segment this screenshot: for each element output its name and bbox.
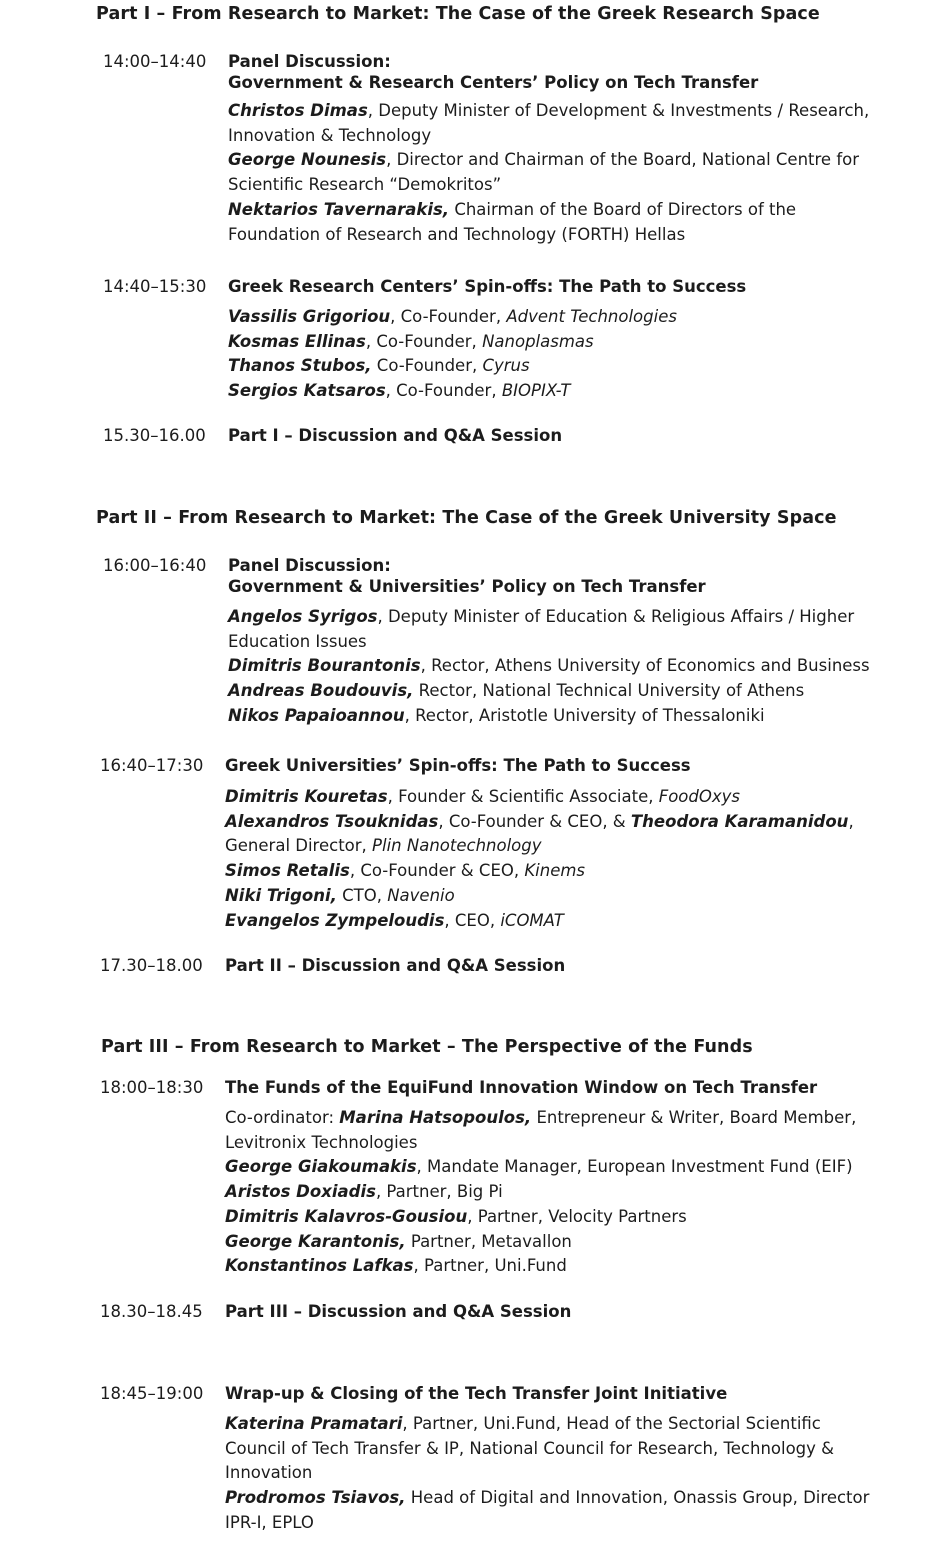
speaker-entry <box>225 1180 875 1205</box>
session-title-line: Part I – Discussion and Q&A Session <box>228 426 563 445</box>
speaker-name: Evangelos Zympeloudis <box>225 910 445 930</box>
session-title-line: Panel Discussion: <box>228 52 391 71</box>
speaker-entry <box>228 330 878 355</box>
speaker-entry <box>228 99 878 148</box>
session-title <box>225 1383 727 1404</box>
session-title-line: Part II – Discussion and Q&A Session <box>225 956 566 975</box>
speaker-name: Sergios Katsaros <box>228 381 386 401</box>
speaker-list <box>225 1412 875 1536</box>
speaker-role: , Director and Chairman of the Board, National Centre for Scientific Research “Demokritos” <box>228 150 860 195</box>
speaker-entry <box>228 605 878 654</box>
speaker-entry <box>228 198 878 247</box>
speaker-entry <box>228 679 878 704</box>
speaker-entry <box>228 379 878 404</box>
session-title-line: Government & Universities’ Policy on Tech Transfer <box>228 577 706 596</box>
speaker-role: , Co-Founder & CEO, & <box>438 811 631 831</box>
speaker-role: , Deputy Minister of Development & Investments / Research, Innovation & Technology <box>228 101 870 145</box>
speaker-company: Advent Technologies <box>506 307 677 326</box>
speaker-entry <box>225 1205 875 1230</box>
session-time: 16:40–17:30 <box>100 756 204 775</box>
speaker-role: , Partner, Big Pi <box>375 1182 503 1202</box>
speaker-name: Katerina Pramatari <box>225 1414 403 1433</box>
speaker-company: BIOPIX-T <box>501 381 571 401</box>
speaker-name: Dimitris Kouretas <box>225 787 388 806</box>
session-title <box>225 1077 817 1098</box>
speaker-company: FoodOxys <box>658 787 740 806</box>
speaker-role: CTO, <box>336 885 388 905</box>
speaker-name: Alexandros Tsouknidas <box>225 811 439 831</box>
speaker-entry <box>225 1412 875 1486</box>
speaker-name: Aristos Doxiadis <box>225 1182 376 1202</box>
speaker-role: Rector, National Technical University of Athens <box>413 681 805 701</box>
session-title-line: Greek Universities’ Spin-offs: The Path to Success <box>225 756 691 775</box>
speaker-name: Nektarios Tavernarakis, <box>228 199 450 219</box>
speaker-entry <box>225 884 875 909</box>
speaker-entry <box>225 785 875 810</box>
speaker-role: , Deputy Minister of Education & Religious Affairs / Higher Education Issues <box>228 607 855 651</box>
speaker-name: Theodora Karamanidou <box>630 811 849 831</box>
session-title-line: Greek Research Centers’ Spin-offs: The Path to Success <box>228 277 747 296</box>
speaker-entry <box>225 859 875 884</box>
speaker-name: Niki Trigoni, <box>225 885 337 905</box>
session-time: 16:00–16:40 <box>103 556 207 575</box>
speaker-role: Co-Founder, <box>371 356 483 376</box>
session-time: 14:00–14:40 <box>103 52 207 71</box>
speaker-role: , Rector, Aristotle University of Thessaloniki <box>404 705 765 725</box>
speaker-entry <box>225 1155 875 1180</box>
session-title <box>225 955 565 976</box>
speaker-name: George Karantonis, <box>225 1231 406 1251</box>
session-title <box>228 276 746 297</box>
speaker-entry <box>228 354 878 379</box>
speaker-entry <box>228 704 878 729</box>
speaker-role: , Co-Founder, <box>390 307 507 326</box>
speaker-name: Marina Hatsopoulos, <box>339 1108 532 1127</box>
speaker-entry <box>225 1106 875 1155</box>
speaker-company: iCOMAT <box>500 910 564 930</box>
session-time: 18.30–18.45 <box>100 1302 203 1321</box>
speaker-name: Prodromos Tsiavos, <box>225 1488 406 1508</box>
session-title <box>225 1301 571 1322</box>
speaker-name: Nikos Papaioannou <box>228 705 405 725</box>
speaker-entry <box>225 1486 875 1535</box>
speaker-name: Christos Dimas <box>228 101 368 120</box>
speaker-name: Angelos Syrigos <box>228 607 378 626</box>
speaker-list <box>225 785 875 933</box>
speaker-company: Nanoplasmas <box>482 331 594 351</box>
session-title-line: Government & Research Centers’ Policy on Tech Transfer <box>228 73 759 92</box>
speaker-name: Konstantinos Lafkas <box>225 1256 414 1276</box>
speaker-name: Thanos Stubos, <box>228 356 372 376</box>
speaker-company: Cyrus <box>482 356 530 376</box>
part-heading: Part II – From Research to Market: The Case of the Greek University Space <box>96 508 837 528</box>
speaker-role: Head of Digital and Innovation, Onassis Group, Director IPR-I, EPLO <box>225 1488 870 1532</box>
speaker-prefix: Co-ordinator: <box>225 1108 340 1127</box>
speaker-name: Simos Retalis <box>225 861 350 881</box>
speaker-role: , Partner, Velocity Partners <box>467 1206 687 1226</box>
speaker-name: Andreas Boudouvis, <box>228 681 414 701</box>
speaker-name: Dimitris Kalavros-Gousiou <box>225 1206 468 1226</box>
speaker-role: , Partner, Uni.Fund <box>413 1256 567 1276</box>
speaker-list <box>228 605 878 729</box>
speaker-list <box>228 99 878 247</box>
speaker-role: , Mandate Manager, European Investment Fund (EIF) <box>416 1157 853 1177</box>
speaker-entry <box>228 305 878 330</box>
speaker-list <box>228 305 878 404</box>
session-time: 17.30–18.00 <box>100 956 203 975</box>
session-title <box>228 51 758 93</box>
speaker-role: , Co-Founder & CEO, <box>349 861 525 881</box>
speaker-role: , Partner, Uni.Fund, Head of the Sectorial Scientific Council of Tech Transfer & IP, National Council for Research, Technology & Innovation <box>225 1414 835 1483</box>
speaker-entry <box>225 1230 875 1255</box>
speaker-role: Partner, Metavallon <box>405 1231 572 1251</box>
session-time: 18:45–19:00 <box>100 1384 204 1403</box>
speaker-entry <box>225 909 875 934</box>
part-heading: Part III – From Research to Market – The Perspective of the Funds <box>101 1037 753 1057</box>
speaker-role: , Founder & Scientific Associate, <box>387 787 659 806</box>
speaker-role: Chairman of the Board of Directors of the Foundation of Research and Technology (FORTH) Hellas <box>228 199 797 244</box>
speaker-name: George Giakoumakis <box>225 1157 417 1177</box>
speaker-name: Vassilis Grigoriou <box>228 307 391 326</box>
session-title <box>225 755 691 776</box>
speaker-role: Entrepreneur & Writer, Board Member, Levitronix Technologies <box>225 1108 857 1152</box>
session-title-line: Part III – Discussion and Q&A Session <box>225 1302 572 1321</box>
speaker-company: Navenio <box>387 885 455 905</box>
speaker-entry <box>225 1254 875 1279</box>
speaker-role: , Co-Founder, <box>365 331 483 351</box>
speaker-entry <box>225 810 875 859</box>
speaker-entry <box>228 654 878 679</box>
part-heading: Part I – From Research to Market: The Case of the Greek Research Space <box>96 4 820 24</box>
session-time: 15.30–16.00 <box>103 426 206 445</box>
session-time: 14:40–15:30 <box>103 277 207 296</box>
session-title <box>228 555 706 597</box>
session-title <box>228 425 562 446</box>
speaker-role: , General Director, <box>225 811 854 856</box>
speaker-name: George Nounesis <box>228 150 387 170</box>
session-time: 18:00–18:30 <box>100 1078 204 1097</box>
speaker-role: , Co-Founder, <box>385 381 502 401</box>
speaker-role: , Rector, Athens University of Economics and Business <box>420 656 870 676</box>
session-title-line: Wrap-up & Closing of the Tech Transfer Joint Initiative <box>225 1384 728 1403</box>
speaker-name: Kosmas Ellinas <box>228 331 366 351</box>
session-title-line: The Funds of the EquiFund Innovation Window on Tech Transfer <box>225 1078 818 1097</box>
speaker-list <box>225 1106 875 1279</box>
speaker-company: Plin Nanotechnology <box>372 836 542 856</box>
speaker-role: , CEO, <box>444 910 501 930</box>
session-title-line: Panel Discussion: <box>228 556 391 575</box>
speaker-company: Kinems <box>524 861 586 881</box>
speaker-name: Dimitris Bourantonis <box>228 656 421 676</box>
speaker-entry <box>228 148 878 197</box>
